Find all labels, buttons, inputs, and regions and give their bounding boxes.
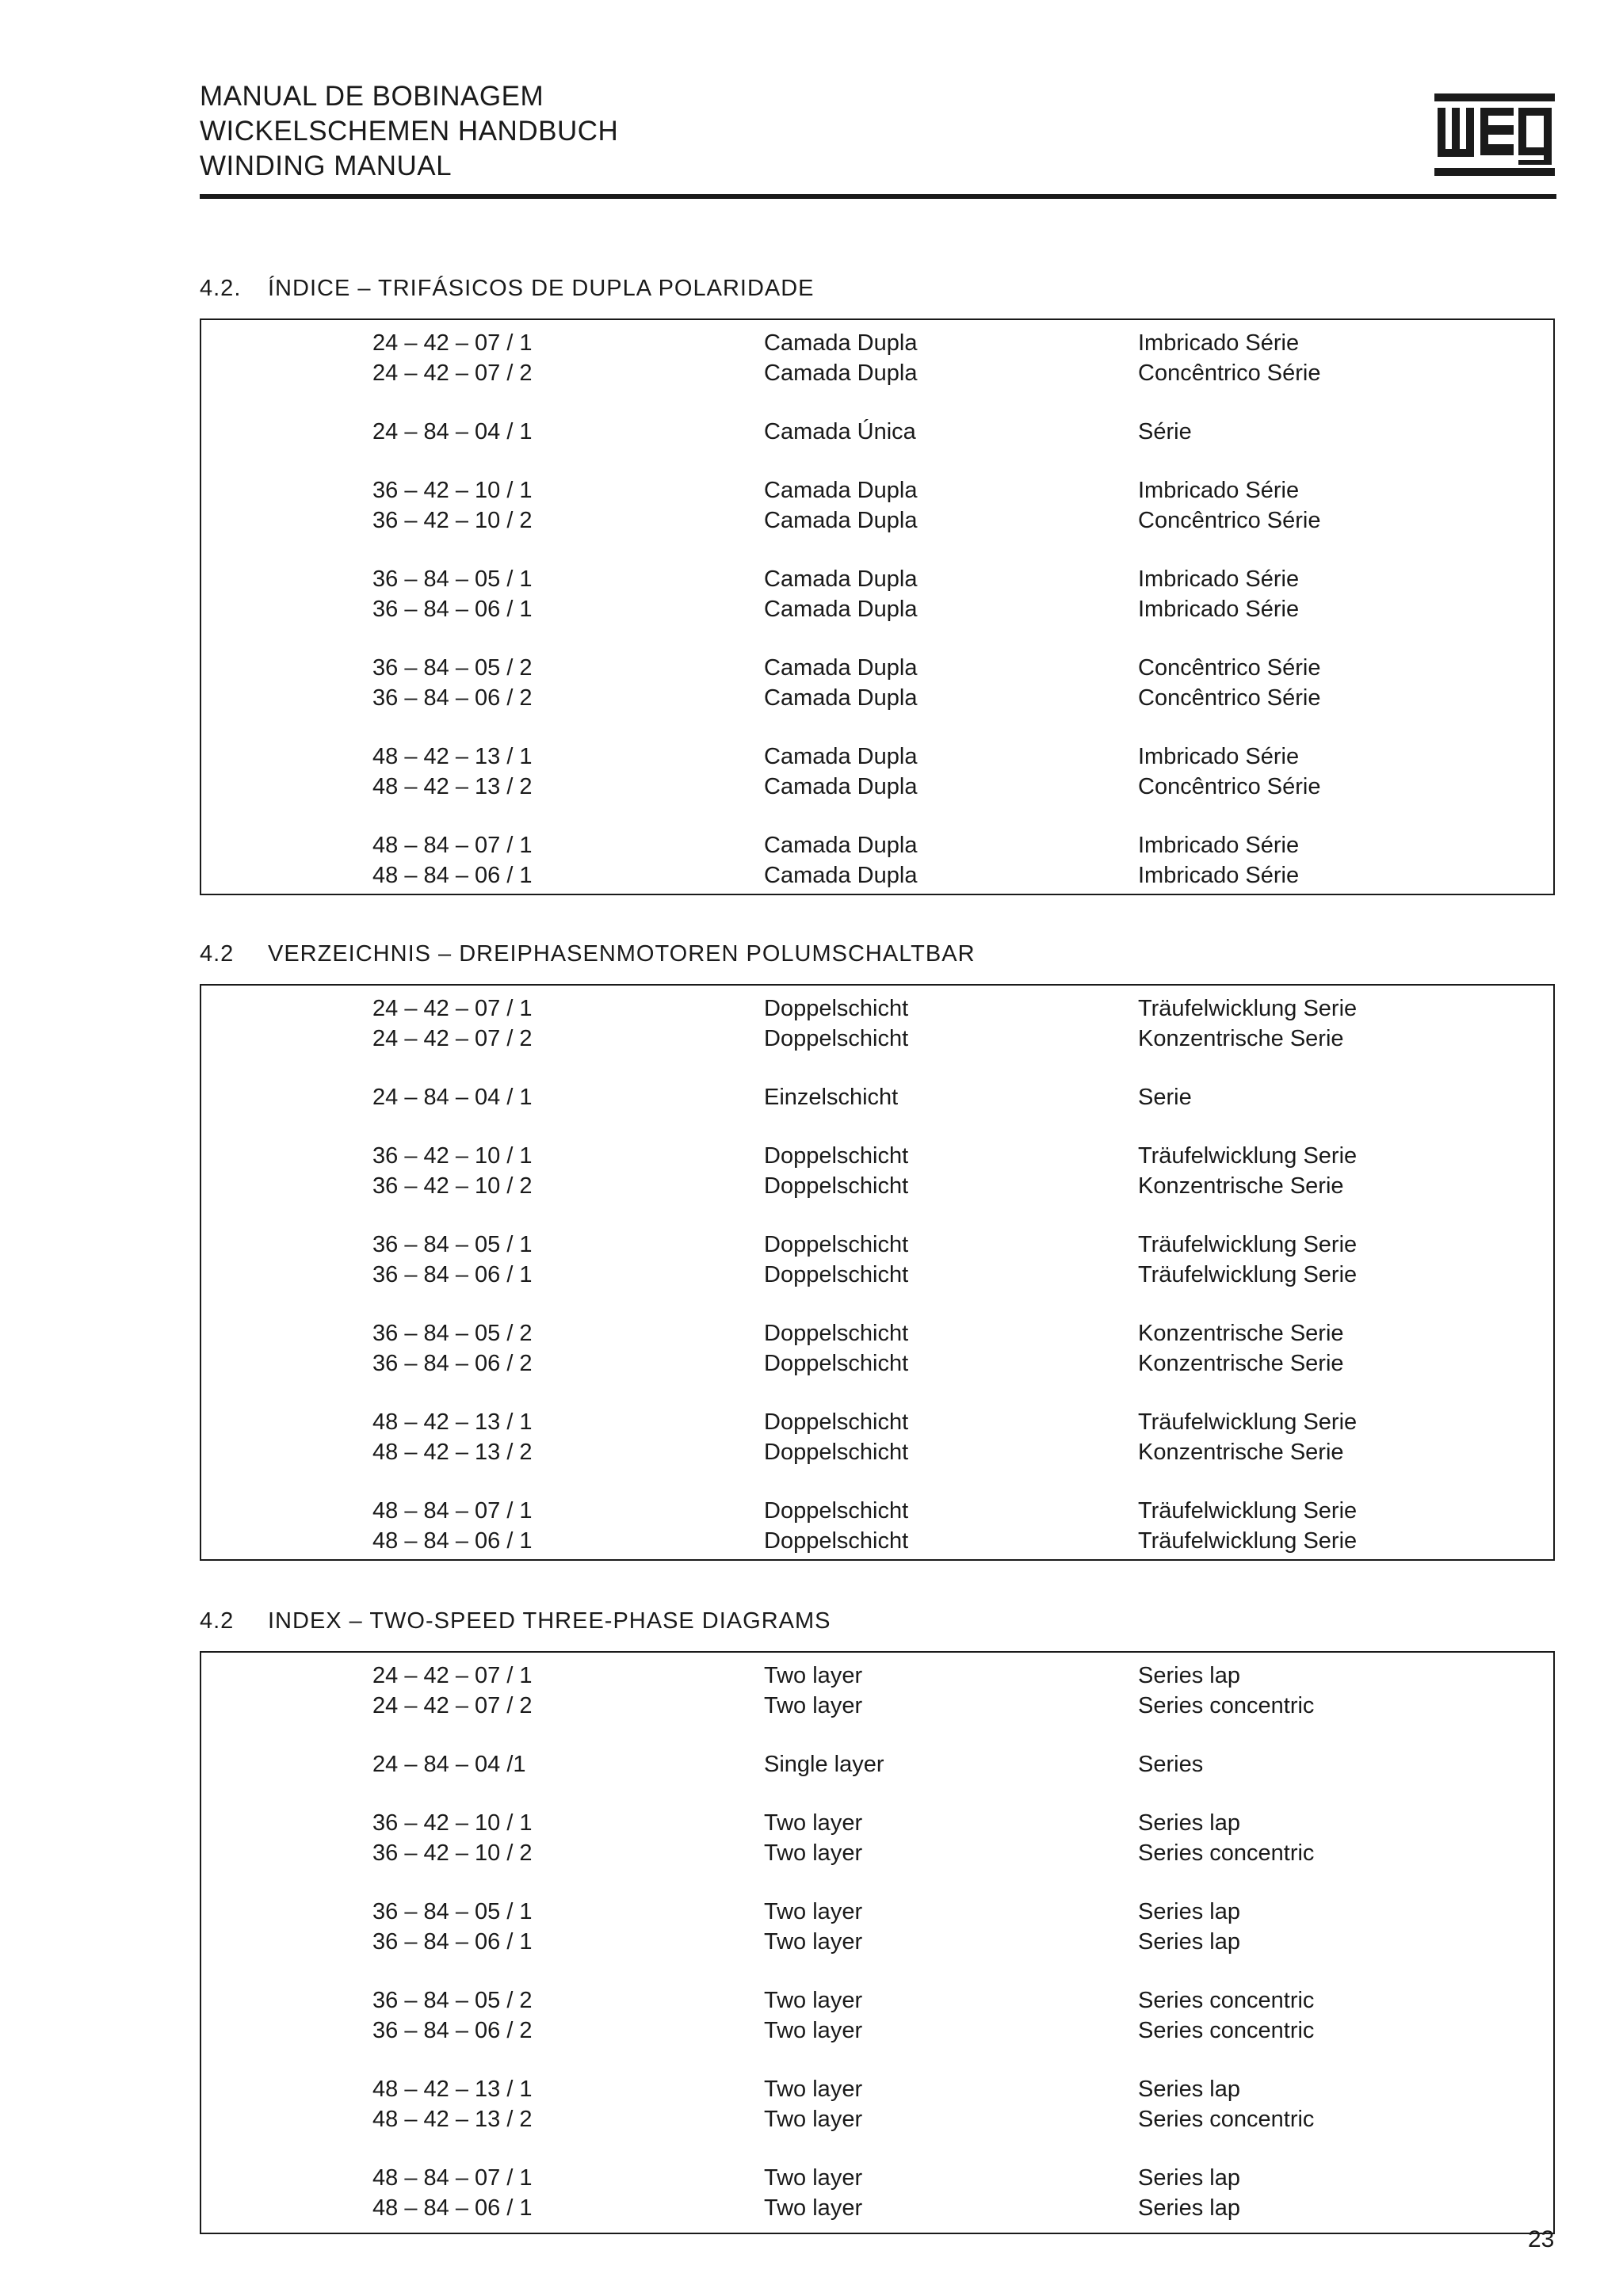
table-row — [201, 1838, 1553, 1868]
winding-type: Series lap — [1138, 2077, 1240, 2102]
section-number: 4.2 — [200, 1608, 235, 1634]
winding-type: Concêntrico Série — [1138, 774, 1321, 799]
header-title-en: WINDING MANUAL — [200, 151, 453, 181]
table-row — [201, 1024, 1553, 1054]
table-row — [201, 1808, 1553, 1838]
layer-type: Camada Dupla — [764, 566, 918, 592]
winding-type: Träufelwicklung Serie — [1138, 996, 1358, 1021]
layer-type: Single layer — [764, 1752, 884, 1777]
diagram-code: 36 – 84 – 06 / 1 — [372, 1929, 533, 1955]
table-row — [201, 1661, 1553, 1691]
diagram-code: 36 – 84 – 06 / 1 — [372, 1262, 533, 1287]
layer-type: Two layer — [764, 1988, 863, 2013]
section-number: 4.2. — [200, 276, 242, 301]
section-heading: ÍNDICE – TRIFÁSICOS DE DUPLA POLARIDADE — [268, 276, 815, 301]
layer-type: Camada Dupla — [764, 833, 918, 858]
diagram-code: 36 – 42 – 10 / 2 — [372, 1840, 533, 1866]
table-row — [201, 1318, 1553, 1348]
table-row — [201, 2074, 1553, 2104]
table-row — [201, 1927, 1553, 1957]
diagram-code: 36 – 84 – 05 / 2 — [372, 1321, 533, 1346]
layer-type: Camada Dupla — [764, 744, 918, 769]
diagram-code: 24 – 84 – 04 / 1 — [372, 1085, 533, 1110]
table-row — [201, 2016, 1553, 2046]
winding-type: Series concentric — [1138, 1988, 1315, 2013]
layer-type: Two layer — [764, 1693, 863, 1718]
diagram-code: 24 – 42 – 07 / 2 — [372, 1693, 533, 1718]
table-row — [201, 564, 1553, 594]
table-row — [201, 1348, 1553, 1379]
table-row — [201, 653, 1553, 683]
layer-type: Doppelschicht — [764, 1262, 909, 1287]
layer-type: Doppelschicht — [764, 1173, 909, 1199]
winding-type: Träufelwicklung Serie — [1138, 1498, 1358, 1524]
winding-type: Konzentrische Serie — [1138, 1440, 1344, 1465]
winding-type: Imbricado Série — [1138, 744, 1300, 769]
winding-type: Träufelwicklung Serie — [1138, 1528, 1358, 1554]
winding-type: Konzentrische Serie — [1138, 1026, 1344, 1051]
layer-type: Two layer — [764, 2107, 863, 2132]
layer-type: Two layer — [764, 2165, 863, 2191]
table-row — [201, 860, 1553, 891]
winding-type: Series lap — [1138, 2165, 1240, 2191]
winding-type: Träufelwicklung Serie — [1138, 1232, 1358, 1257]
table-row — [201, 830, 1553, 860]
weg-logo — [1434, 93, 1555, 176]
winding-type: Series concentric — [1138, 2018, 1315, 2043]
table-row — [201, 1141, 1553, 1171]
table-row — [201, 1437, 1553, 1467]
diagram-code: 36 – 84 – 06 / 1 — [372, 597, 533, 622]
layer-type: Two layer — [764, 2018, 863, 2043]
section-heading: VERZEICHNIS – DREIPHASENMOTOREN POLUMSCHALTBAR — [268, 941, 976, 967]
section-number: 4.2 — [200, 941, 235, 967]
table-row — [201, 1496, 1553, 1526]
layer-type: Doppelschicht — [764, 1143, 909, 1169]
index-table — [200, 984, 1555, 1561]
table-row — [201, 417, 1553, 447]
diagram-code: 48 – 84 – 07 / 1 — [372, 833, 533, 858]
winding-type: Concêntrico Série — [1138, 685, 1321, 711]
diagram-code: 48 – 42 – 13 / 1 — [372, 2077, 533, 2102]
diagram-code: 48 – 84 – 06 / 1 — [372, 863, 533, 888]
winding-type: Träufelwicklung Serie — [1138, 1143, 1358, 1169]
winding-type: Series lap — [1138, 1899, 1240, 1924]
winding-type: Series — [1138, 1752, 1204, 1777]
table-row — [201, 2193, 1553, 2223]
table-row — [201, 1985, 1553, 2016]
index-table — [200, 1651, 1555, 2234]
section-heading: INDEX – TWO-SPEED THREE-PHASE DIAGRAMS — [268, 1608, 831, 1634]
winding-type: Imbricado Série — [1138, 597, 1300, 622]
diagram-code: 36 – 84 – 05 / 1 — [372, 566, 533, 592]
winding-type: Series lap — [1138, 2195, 1240, 2221]
diagram-code: 48 – 84 – 07 / 1 — [372, 1498, 533, 1524]
diagram-code: 36 – 42 – 10 / 1 — [372, 1143, 533, 1169]
layer-type: Camada Dupla — [764, 597, 918, 622]
table-row — [201, 1526, 1553, 1556]
winding-type: Imbricado Série — [1138, 330, 1300, 356]
winding-type: Series lap — [1138, 1929, 1240, 1955]
diagram-code: 48 – 84 – 06 / 1 — [372, 1528, 533, 1554]
table-row — [201, 594, 1553, 624]
page-number: 23 — [1528, 2226, 1555, 2252]
header-title-de: WICKELSCHEMEN HANDBUCH — [200, 116, 619, 147]
layer-type: Doppelschicht — [764, 1351, 909, 1376]
diagram-code: 36 – 84 – 05 / 2 — [372, 655, 533, 681]
table-row — [201, 1230, 1553, 1260]
layer-type: Two layer — [764, 1840, 863, 1866]
header-title-pt: MANUAL DE BOBINAGEM — [200, 81, 544, 112]
winding-type: Träufelwicklung Serie — [1138, 1262, 1358, 1287]
table-row — [201, 742, 1553, 772]
header-rule — [200, 194, 1556, 199]
diagram-code: 36 – 84 – 05 / 2 — [372, 1988, 533, 2013]
layer-type: Two layer — [764, 2195, 863, 2221]
layer-type: Camada Dupla — [764, 655, 918, 681]
diagram-code: 36 – 84 – 06 / 2 — [372, 2018, 533, 2043]
layer-type: Doppelschicht — [764, 1321, 909, 1346]
winding-type: Imbricado Série — [1138, 863, 1300, 888]
winding-type: Imbricado Série — [1138, 478, 1300, 503]
table-row — [201, 2104, 1553, 2134]
winding-type: Series lap — [1138, 1810, 1240, 1836]
layer-type: Camada Dupla — [764, 330, 918, 356]
diagram-code: 48 – 42 – 13 / 2 — [372, 774, 533, 799]
table-row — [201, 1407, 1553, 1437]
diagram-code: 36 – 84 – 06 / 2 — [372, 685, 533, 711]
section-title — [200, 1608, 831, 1634]
layer-type: Doppelschicht — [764, 1440, 909, 1465]
table-row — [201, 358, 1553, 388]
table-row — [201, 772, 1553, 802]
winding-type: Concêntrico Série — [1138, 655, 1321, 681]
diagram-code: 48 – 42 – 13 / 2 — [372, 2107, 533, 2132]
section-title — [200, 941, 976, 967]
winding-type: Konzentrische Serie — [1138, 1321, 1344, 1346]
layer-type: Two layer — [764, 2077, 863, 2102]
table-row — [201, 1171, 1553, 1201]
layer-type: Camada Dupla — [764, 774, 918, 799]
layer-type: Camada Dupla — [764, 360, 918, 386]
diagram-code: 24 – 42 – 07 / 2 — [372, 1026, 533, 1051]
winding-type: Série — [1138, 419, 1192, 444]
winding-type: Series concentric — [1138, 1840, 1315, 1866]
layer-type: Camada Dupla — [764, 508, 918, 533]
table-row — [201, 1897, 1553, 1927]
diagram-code: 24 – 42 – 07 / 1 — [372, 996, 533, 1021]
table-row — [201, 1749, 1553, 1779]
section-title — [200, 276, 815, 302]
layer-type: Camada Única — [764, 419, 916, 444]
diagram-code: 24 – 84 – 04 /1 — [372, 1752, 526, 1777]
winding-type: Concêntrico Série — [1138, 508, 1321, 533]
layer-type: Two layer — [764, 1663, 863, 1688]
table-row — [201, 505, 1553, 536]
document-header — [200, 79, 618, 184]
diagram-code: 36 – 42 – 10 / 1 — [372, 1810, 533, 1836]
diagram-code: 24 – 42 – 07 / 2 — [372, 360, 533, 386]
diagram-code: 48 – 84 – 07 / 1 — [372, 2165, 533, 2191]
layer-type: Doppelschicht — [764, 1232, 909, 1257]
layer-type: Doppelschicht — [764, 1528, 909, 1554]
table-row — [201, 475, 1553, 505]
table-row — [201, 1082, 1553, 1112]
winding-type: Series concentric — [1138, 1693, 1315, 1718]
diagram-code: 36 – 84 – 06 / 2 — [372, 1351, 533, 1376]
layer-type: Doppelschicht — [764, 1409, 909, 1435]
winding-type: Imbricado Série — [1138, 566, 1300, 592]
table-row — [201, 994, 1553, 1024]
table-row — [201, 1691, 1553, 1721]
diagram-code: 48 – 42 – 13 / 1 — [372, 744, 533, 769]
diagram-code: 24 – 84 – 04 / 1 — [372, 419, 533, 444]
layer-type: Doppelschicht — [764, 996, 909, 1021]
winding-type: Imbricado Série — [1138, 833, 1300, 858]
winding-type: Concêntrico Série — [1138, 360, 1321, 386]
table-row — [201, 328, 1553, 358]
winding-type: Serie — [1138, 1085, 1192, 1110]
table-row — [201, 1260, 1553, 1290]
diagram-code: 36 – 42 – 10 / 2 — [372, 1173, 533, 1199]
diagram-code: 24 – 42 – 07 / 1 — [372, 1663, 533, 1688]
layer-type: Two layer — [764, 1899, 863, 1924]
layer-type: Camada Dupla — [764, 863, 918, 888]
diagram-code: 48 – 84 – 06 / 1 — [372, 2195, 533, 2221]
index-table — [200, 318, 1555, 895]
diagram-code: 36 – 42 – 10 / 1 — [372, 478, 533, 503]
table-row — [201, 2163, 1553, 2193]
layer-type: Doppelschicht — [764, 1026, 909, 1051]
winding-type: Konzentrische Serie — [1138, 1173, 1344, 1199]
layer-type: Two layer — [764, 1929, 863, 1955]
diagram-code: 36 – 84 – 05 / 1 — [372, 1232, 533, 1257]
layer-type: Camada Dupla — [764, 478, 918, 503]
winding-type: Konzentrische Serie — [1138, 1351, 1344, 1376]
diagram-code: 36 – 84 – 05 / 1 — [372, 1899, 533, 1924]
winding-type: Series lap — [1138, 1663, 1240, 1688]
winding-type: Träufelwicklung Serie — [1138, 1409, 1358, 1435]
winding-type: Series concentric — [1138, 2107, 1315, 2132]
layer-type: Camada Dupla — [764, 685, 918, 711]
diagram-code: 24 – 42 – 07 / 1 — [372, 330, 533, 356]
layer-type: Einzelschicht — [764, 1085, 899, 1110]
layer-type: Doppelschicht — [764, 1498, 909, 1524]
layer-type: Two layer — [764, 1810, 863, 1836]
table-row — [201, 683, 1553, 713]
diagram-code: 36 – 42 – 10 / 2 — [372, 508, 533, 533]
diagram-code: 48 – 42 – 13 / 2 — [372, 1440, 533, 1465]
diagram-code: 48 – 42 – 13 / 1 — [372, 1409, 533, 1435]
